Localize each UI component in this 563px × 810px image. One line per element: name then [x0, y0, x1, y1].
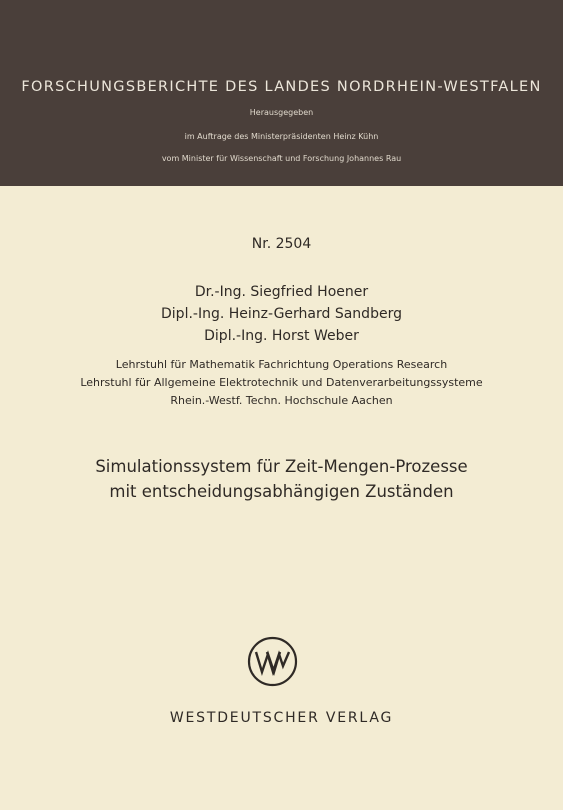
series-title: FORSCHUNGSBERICHTE DES LANDES NORDRHEIN-WESTFALEN	[21, 79, 542, 95]
report-number: Nr. 2504	[251, 236, 312, 252]
title-line-2: mit entscheidungsabhängigen Zuständen	[109, 482, 454, 501]
header-band	[0, 0, 563, 186]
editor-line-3: vom Minister für Wissenschaft und Forschung Johannes Rau	[161, 154, 402, 163]
editor-line-2: im Auftrage des Ministerpräsidenten Heinz Kühn	[184, 132, 379, 141]
author-2: Dipl.-Ing. Heinz-Gerhard Sandberg	[161, 306, 402, 322]
affiliation-1: Lehrstuhl für Mathematik Fachrichtung Operations Research	[115, 358, 448, 371]
affiliation-2: Lehrstuhl für Allgemeine Elektrotechnik und Datenverarbeitungssysteme	[80, 376, 483, 389]
author-3: Dipl.-Ing. Horst Weber	[204, 328, 359, 344]
editor-line-1: Herausgegeben	[249, 108, 314, 117]
publisher-name: WESTDEUTSCHER VERLAG	[169, 710, 394, 726]
author-1: Dr.-Ing. Siegfried Hoener	[194, 284, 369, 300]
title-line-1: Simulationssystem für Zeit-Mengen-Prozesse	[95, 457, 468, 476]
affiliation-3: Rhein.-Westf. Techn. Hochschule Aachen	[170, 394, 393, 407]
wv-publisher-logo-icon	[247, 636, 298, 687]
